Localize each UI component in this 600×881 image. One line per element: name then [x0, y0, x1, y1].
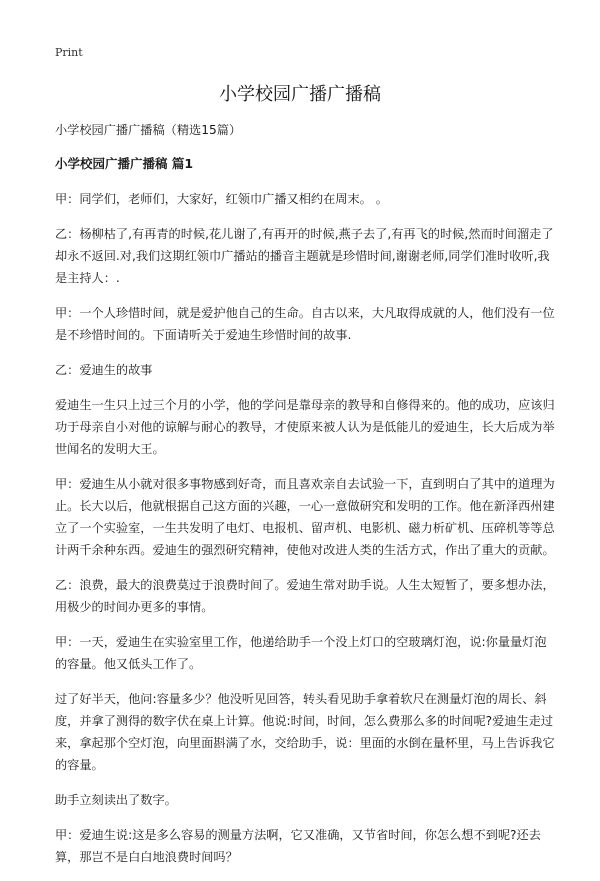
document-subtitle: 小学校园广播广播稿（精选15篇） — [55, 123, 242, 137]
paragraph: 甲：一天，爱迪生在实验室里工作，他递给助手一个没上灯口的空玻璃灯泡，说:你量量灯泡的容量。他又低头工作了。 — [55, 635, 547, 671]
paragraph: 助手立刻读出了数字。 — [55, 793, 177, 807]
paragraph: 乙：爱迪生的故事 — [55, 363, 153, 377]
paragraph: 过了好半天，他问:容量多少？他没听见回答，转头看见助手拿着软尺在测量灯泡的周长、斜度，并拿了测得的数字伏在桌上计算。他说:时间，时间，怎么费那么多的时间呢?爱迪生走过来，拿起那个空灯泡，向里面斟满了水，交给助手，说：里面的水倒在量杯里，马上告诉我它的容量。 — [55, 692, 555, 772]
section-heading: 小学校园广播广播稿 篇1 — [55, 156, 194, 171]
paragraph: 乙：杨柳枯了,有再青的时候,花儿谢了,有再开的时候,燕子去了,有再飞的时候,然而时间溜走了却永不返回.对,我们这期红领巾广播站的播音主题就是珍惜时间,谢谢老师,同学们准时收听,我是主持人：. — [55, 227, 554, 285]
document-body — [55, 119, 555, 881]
paragraph: 乙：浪费，最大的浪费莫过于浪费时间了。爱迪生常对助手说。人生太短暂了，要多想办法，用极少的时间办更多的事情。 — [55, 578, 555, 614]
paragraph: 甲：爱迪生从小就对很多事物感到好奇，而且喜欢亲自去试验一下，直到明白了其中的道理为止。长大以后，他就根据自己这方面的兴趣，一心一意做研究和发明的工作。他在新泽西州建立了一个实验室，一生共发明了电灯、电报机、留声机、电影机、磁力析矿机、压碎机等等总计两千余种东西。爱迪生的强烈研究精神，使他对改进人类的生活方式，作出了重大的贡献。 — [55, 477, 555, 557]
paragraph: 爱迪生一生只上过三个月的小学，他的学问是靠母亲的教导和自修得来的。他的成功，应该归功于母亲自小对他的谅解与耐心的教导，才使原来被人认为是低能儿的爱迪生，长大后成为举世闻名的发明大王。 — [55, 398, 555, 456]
paragraph: 甲：一个人珍惜时间，就是爱护他自己的生命。自古以来，大凡取得成就的人，他们没有一位是不珍惜时间的。下面请听关于爱迪生珍惜时间的故事. — [55, 306, 555, 342]
document-title: 小学校园广播广播稿 — [219, 84, 381, 105]
print-label: Print — [55, 46, 83, 59]
paragraph: 甲：爱迪生说:这是多么容易的测量方法啊，它又准确，又节省时间，你怎么想不到呢?还去算，那岂不是白白地浪费时间吗？ — [55, 828, 541, 864]
paragraph: 甲：同学们，老师们，大家好，红领巾广播又相约在周末。 。 — [55, 192, 388, 206]
